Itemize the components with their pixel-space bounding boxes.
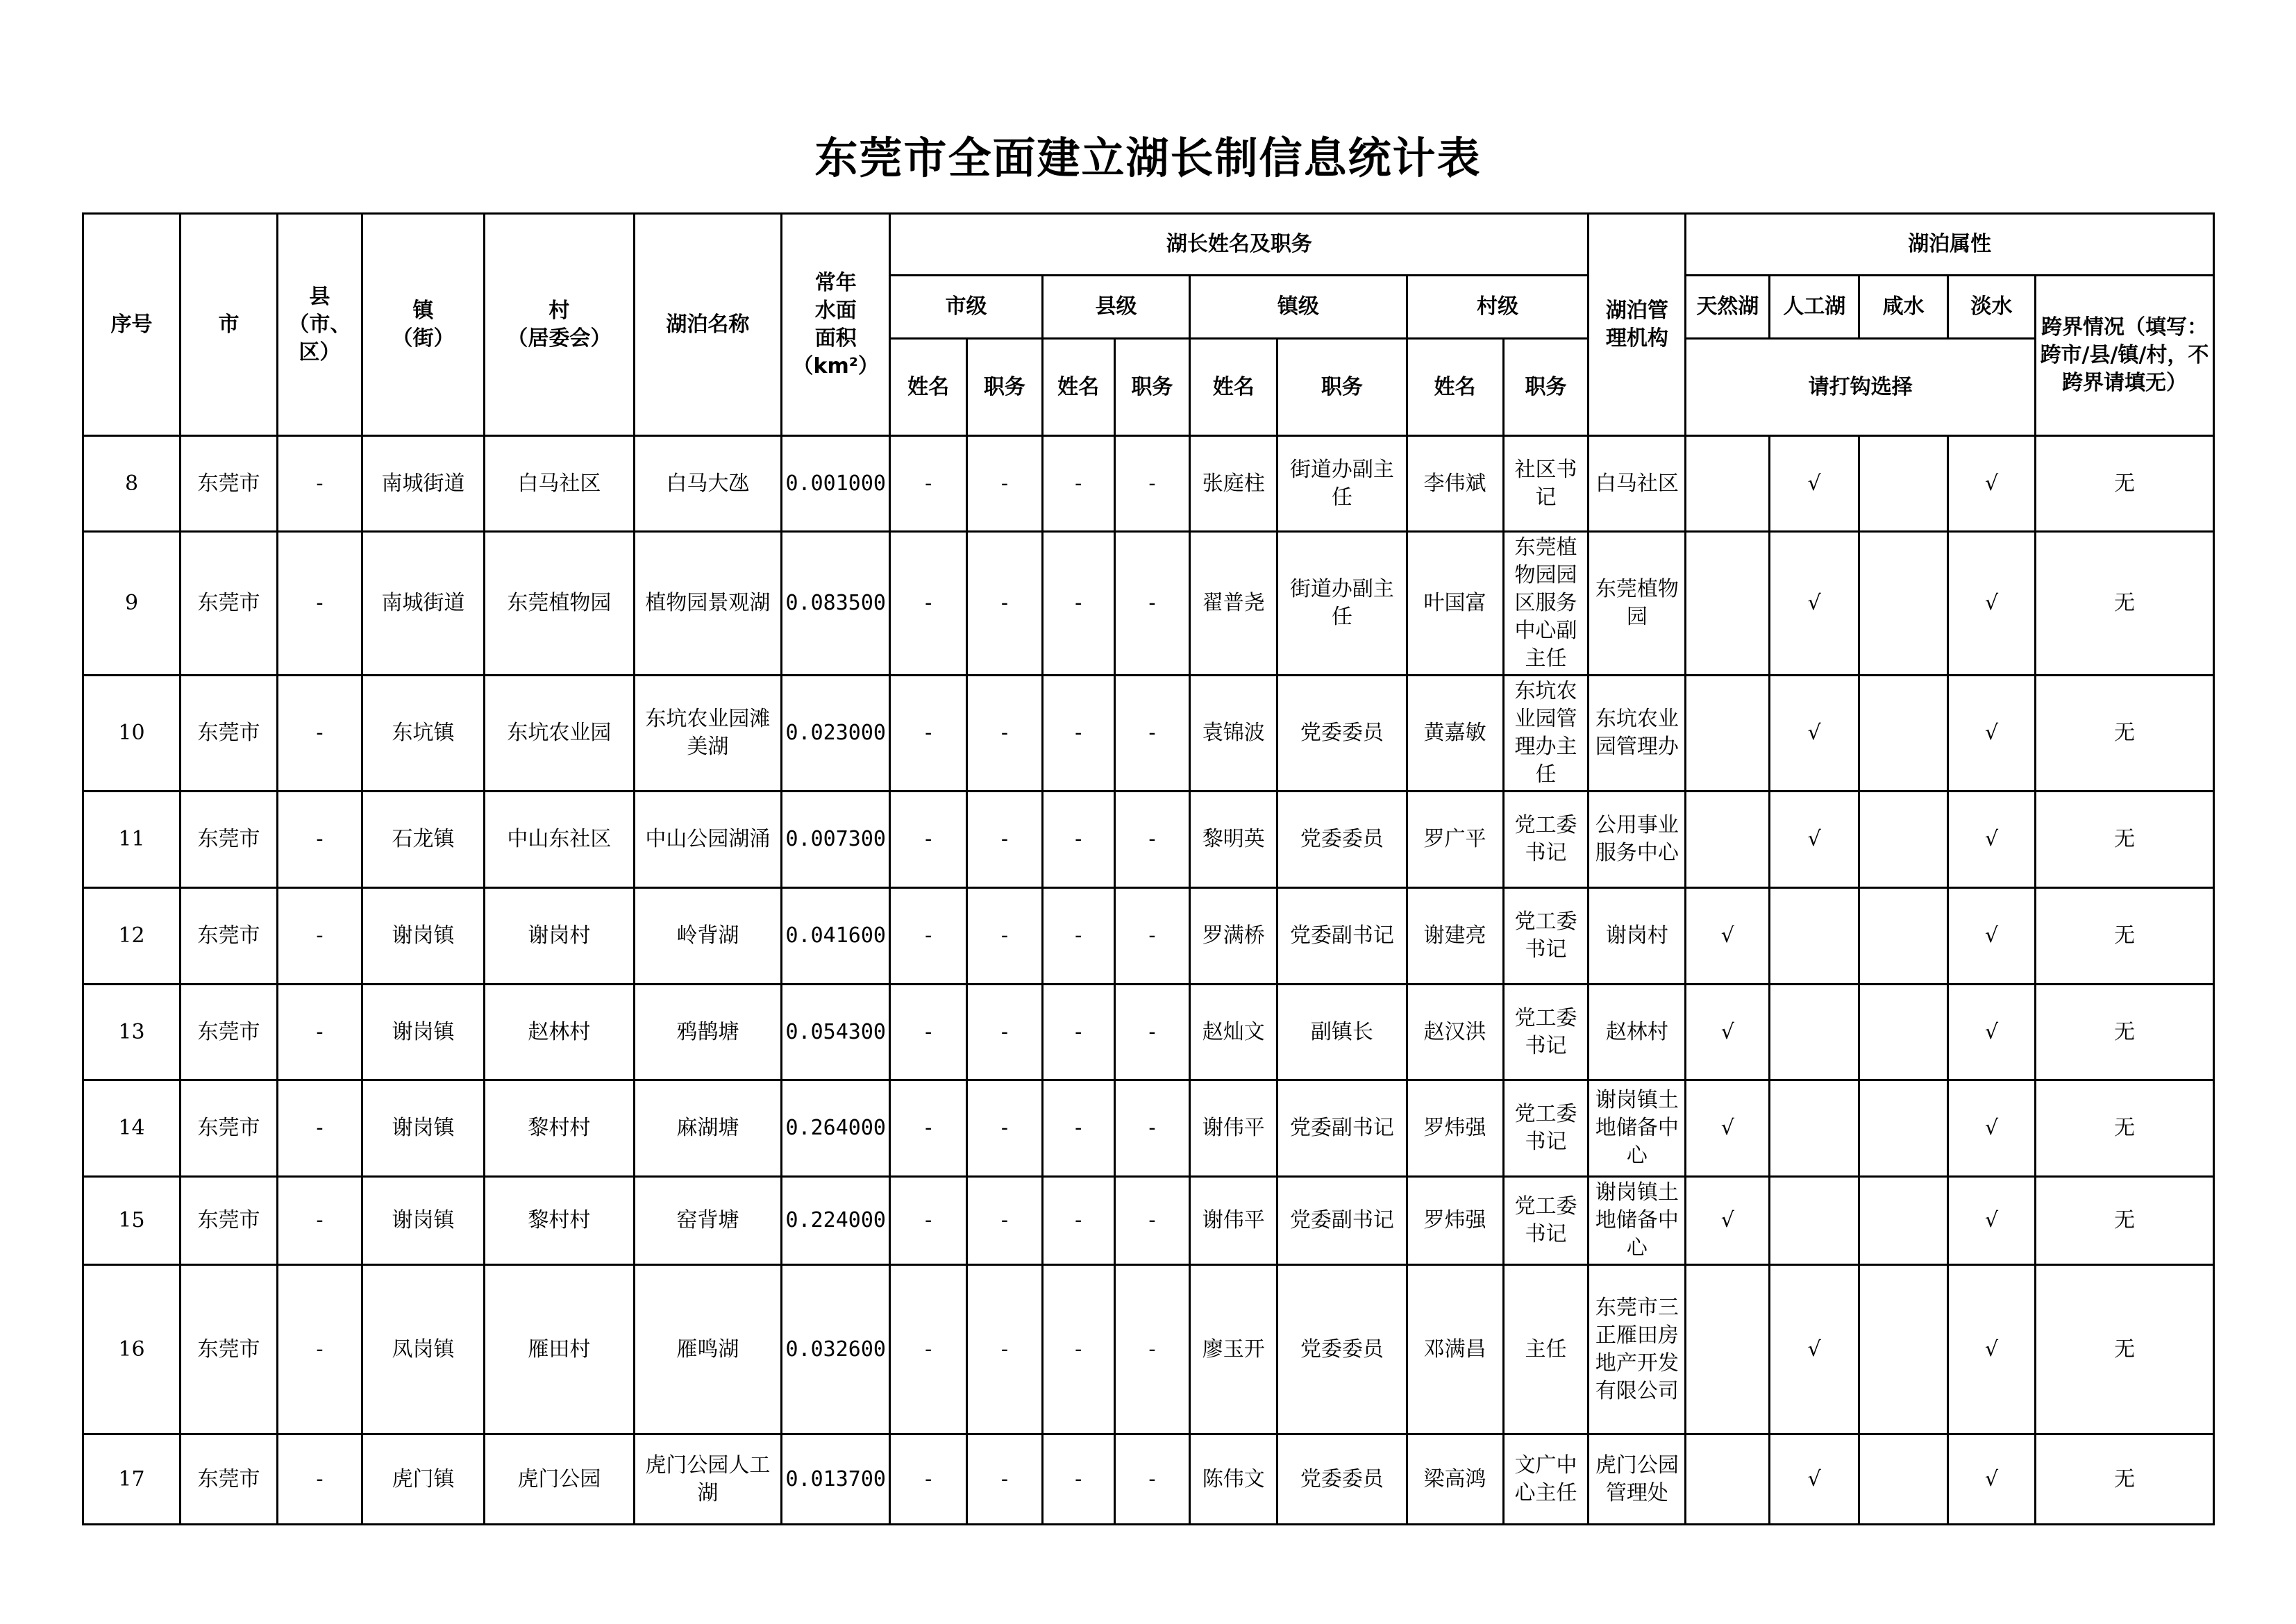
- cell-town: 谢岗镇: [362, 888, 484, 985]
- cell-county-chief-duty: -: [1114, 1265, 1190, 1434]
- cell-county: -: [278, 676, 362, 792]
- cell-town: 虎门镇: [362, 1434, 484, 1525]
- cell-cross: 无: [2035, 985, 2213, 1080]
- cell-artificial-check: √: [1770, 792, 1859, 888]
- cell-natural-check: [1686, 1265, 1770, 1434]
- cell-village-chief-name: 罗炜强: [1407, 1080, 1503, 1177]
- cell-salt-check: [1859, 888, 1948, 985]
- header-village: 村 （居委会）: [485, 214, 635, 436]
- cell-lake-name: 岭背湖: [634, 888, 782, 985]
- cell-village: 东莞植物园: [485, 532, 635, 676]
- cell-village-chief-name: 罗广平: [1407, 792, 1503, 888]
- cell-county: -: [278, 792, 362, 888]
- cell-area: 0.083500: [782, 532, 890, 676]
- cell-city: 东莞市: [181, 532, 278, 676]
- header-village-level: 村级: [1407, 276, 1589, 339]
- cell-village: 谢岗村: [485, 888, 635, 985]
- cell-county: -: [278, 1265, 362, 1434]
- cell-town-chief-duty: 副镇长: [1277, 985, 1407, 1080]
- cell-city: 东莞市: [181, 1177, 278, 1265]
- cell-city-chief-duty: -: [967, 985, 1043, 1080]
- cell-fresh-check: √: [1948, 676, 2036, 792]
- header-tick-hint: 请打钩选择: [1686, 339, 2036, 436]
- cell-village: 黎村村: [485, 1080, 635, 1177]
- cell-town-chief-duty: 党委委员: [1277, 792, 1407, 888]
- cell-artificial-check: √: [1770, 532, 1859, 676]
- cell-city: 东莞市: [181, 792, 278, 888]
- cell-area: 0.013700: [782, 1434, 890, 1525]
- cell-salt-check: [1859, 1080, 1948, 1177]
- cell-fresh-check: √: [1948, 985, 2036, 1080]
- cell-county-chief-duty: -: [1114, 1080, 1190, 1177]
- cell-area: 0.224000: [782, 1177, 890, 1265]
- cell-fresh-check: √: [1948, 792, 2036, 888]
- cell-city-chief-name: -: [890, 532, 967, 676]
- cell-town: 石龙镇: [362, 792, 484, 888]
- cell-natural-check: [1686, 436, 1770, 532]
- cell-town-chief-name: 张庭柱: [1190, 436, 1277, 532]
- cell-town-chief-duty: 党委委员: [1277, 1434, 1407, 1525]
- cell-county-chief-duty: -: [1114, 532, 1190, 676]
- cell-agency: 谢岗村: [1589, 888, 1686, 985]
- header-city-level: 市级: [890, 276, 1043, 339]
- table-row: [83, 436, 2214, 532]
- cell-salt-check: [1859, 1177, 1948, 1265]
- cell-seq: 14: [83, 1080, 181, 1177]
- cell-county: -: [278, 532, 362, 676]
- cell-natural-check: [1686, 1434, 1770, 1525]
- cell-city-chief-duty: -: [967, 1177, 1043, 1265]
- cell-village-chief-duty: 东莞植物园园区服务中心副主任: [1503, 532, 1589, 676]
- cell-natural-check: √: [1686, 1080, 1770, 1177]
- cell-city-chief-duty: -: [967, 888, 1043, 985]
- cell-city-chief-duty: -: [967, 792, 1043, 888]
- header-city-name: 姓名: [890, 339, 967, 436]
- cell-town-chief-name: 黎明英: [1190, 792, 1277, 888]
- cell-city-chief-duty: -: [967, 676, 1043, 792]
- cell-village: 东坑农业园: [485, 676, 635, 792]
- cell-village-chief-name: 李伟斌: [1407, 436, 1503, 532]
- cell-village-chief-name: 罗炜强: [1407, 1177, 1503, 1265]
- cell-natural-check: √: [1686, 888, 1770, 985]
- cell-cross: 无: [2035, 532, 2213, 676]
- cell-seq: 13: [83, 985, 181, 1080]
- cell-fresh-check: √: [1948, 1265, 2036, 1434]
- cell-village: 白马社区: [485, 436, 635, 532]
- cell-village-chief-duty: 党工委书记: [1503, 985, 1589, 1080]
- cell-county: -: [278, 888, 362, 985]
- header-county-name: 姓名: [1042, 339, 1114, 436]
- cell-agency: 白马社区: [1589, 436, 1686, 532]
- cell-town-chief-name: 赵灿文: [1190, 985, 1277, 1080]
- cell-fresh-check: √: [1948, 1080, 2036, 1177]
- cell-fresh-check: √: [1948, 436, 2036, 532]
- cell-artificial-check: [1770, 888, 1859, 985]
- cell-village-chief-duty: 社区书记: [1503, 436, 1589, 532]
- cell-seq: 9: [83, 532, 181, 676]
- header-agency: 湖泊管 理机构: [1589, 214, 1686, 436]
- cell-artificial-check: √: [1770, 676, 1859, 792]
- header-county-duty: 职务: [1114, 339, 1190, 436]
- cell-village: 黎村村: [485, 1177, 635, 1265]
- cell-county: -: [278, 436, 362, 532]
- cell-agency: 东莞植物园: [1589, 532, 1686, 676]
- header-lake-name: 湖泊名称: [634, 214, 782, 436]
- cell-seq: 8: [83, 436, 181, 532]
- cell-city-chief-name: -: [890, 1434, 967, 1525]
- cell-county-chief-name: -: [1042, 792, 1114, 888]
- cell-village: 中山东社区: [485, 792, 635, 888]
- cell-fresh-check: √: [1948, 1434, 2036, 1525]
- cell-county-chief-duty: -: [1114, 888, 1190, 985]
- cell-cross: 无: [2035, 1265, 2213, 1434]
- cell-cross: 无: [2035, 676, 2213, 792]
- cell-cross: 无: [2035, 1080, 2213, 1177]
- cell-town-chief-name: 谢伟平: [1190, 1080, 1277, 1177]
- table-row: [83, 985, 2214, 1080]
- cell-seq: 16: [83, 1265, 181, 1434]
- cell-county-chief-name: -: [1042, 1177, 1114, 1265]
- cell-lake-name: 东坑农业园滩美湖: [634, 676, 782, 792]
- cell-natural-check: [1686, 676, 1770, 792]
- cell-city-chief-name: -: [890, 985, 967, 1080]
- cell-artificial-check: √: [1770, 1265, 1859, 1434]
- header-town-name: 姓名: [1190, 339, 1277, 436]
- cell-village-chief-duty: 东坑农业园管理办主任: [1503, 676, 1589, 792]
- cell-cross: 无: [2035, 888, 2213, 985]
- header-town: 镇 （街）: [362, 214, 484, 436]
- cell-salt-check: [1859, 792, 1948, 888]
- cell-village-chief-duty: 文广中心主任: [1503, 1434, 1589, 1525]
- table-row: [83, 792, 2214, 888]
- cell-town: 南城街道: [362, 436, 484, 532]
- cell-county-chief-duty: -: [1114, 436, 1190, 532]
- cell-salt-check: [1859, 436, 1948, 532]
- cell-lake-name: 窑背塘: [634, 1177, 782, 1265]
- cell-city: 东莞市: [181, 436, 278, 532]
- table-row: [83, 532, 2214, 676]
- cell-city-chief-name: -: [890, 888, 967, 985]
- header-area: 常年 水面 面积 （km²）: [782, 214, 890, 436]
- cell-artificial-check: [1770, 1177, 1859, 1265]
- cell-county: -: [278, 1177, 362, 1265]
- header-county-level: 县级: [1042, 276, 1190, 339]
- cell-city-chief-name: -: [890, 676, 967, 792]
- cell-artificial-check: [1770, 1080, 1859, 1177]
- cell-town-chief-duty: 党委委员: [1277, 1265, 1407, 1434]
- cell-county-chief-name: -: [1042, 436, 1114, 532]
- cell-cross: 无: [2035, 1177, 2213, 1265]
- cell-town-chief-duty: 街道办副主任: [1277, 436, 1407, 532]
- cell-city-chief-name: -: [890, 1080, 967, 1177]
- cell-artificial-check: √: [1770, 1434, 1859, 1525]
- cell-seq: 11: [83, 792, 181, 888]
- header-city-duty: 职务: [967, 339, 1043, 436]
- cell-city-chief-duty: -: [967, 1434, 1043, 1525]
- table-row: [83, 1265, 2214, 1434]
- cell-lake-name: 鸦鹊塘: [634, 985, 782, 1080]
- table-row: [83, 1177, 2214, 1265]
- cell-village-chief-duty: 党工委书记: [1503, 1177, 1589, 1265]
- cell-agency: 虎门公园管理处: [1589, 1434, 1686, 1525]
- cell-agency: 东莞市三正雁田房地产开发有限公司: [1589, 1265, 1686, 1434]
- cell-town-chief-duty: 党委委员: [1277, 676, 1407, 792]
- header-county: 县 （市、 区）: [278, 214, 362, 436]
- cell-city-chief-name: -: [890, 1265, 967, 1434]
- cell-city-chief-name: -: [890, 1177, 967, 1265]
- cell-salt-check: [1859, 985, 1948, 1080]
- cell-county: -: [278, 985, 362, 1080]
- cell-natural-check: √: [1686, 985, 1770, 1080]
- cell-county-chief-duty: -: [1114, 1434, 1190, 1525]
- cell-town-chief-name: 袁锦波: [1190, 676, 1277, 792]
- cell-village-chief-duty: 党工委书记: [1503, 792, 1589, 888]
- cell-town-chief-name: 翟普尧: [1190, 532, 1277, 676]
- cell-county-chief-duty: -: [1114, 792, 1190, 888]
- cell-natural-check: √: [1686, 1177, 1770, 1265]
- cell-county-chief-duty: -: [1114, 985, 1190, 1080]
- cell-lake-name: 白马大氹: [634, 436, 782, 532]
- cell-county-chief-name: -: [1042, 1434, 1114, 1525]
- cell-town-chief-name: 谢伟平: [1190, 1177, 1277, 1265]
- cell-city: 东莞市: [181, 1080, 278, 1177]
- page-title: 东莞市全面建立湖长制信息统计表: [814, 133, 1482, 183]
- cell-city-chief-duty: -: [967, 436, 1043, 532]
- cell-agency: 谢岗镇土地储备中心: [1589, 1080, 1686, 1177]
- cell-town-chief-duty: 党委副书记: [1277, 1177, 1407, 1265]
- cell-city: 东莞市: [181, 1434, 278, 1525]
- header-village-name: 姓名: [1407, 339, 1503, 436]
- header-fresh: 淡水: [1948, 276, 2036, 339]
- cell-salt-check: [1859, 676, 1948, 792]
- header-natural: 天然湖: [1686, 276, 1770, 339]
- cell-lake-name: 植物园景观湖: [634, 532, 782, 676]
- cell-city: 东莞市: [181, 888, 278, 985]
- cell-cross: 无: [2035, 792, 2213, 888]
- cell-county-chief-name: -: [1042, 985, 1114, 1080]
- cell-city: 东莞市: [181, 676, 278, 792]
- cell-county-chief-name: -: [1042, 532, 1114, 676]
- cell-village-chief-name: 谢建亮: [1407, 888, 1503, 985]
- cell-village: 虎门公园: [485, 1434, 635, 1525]
- cell-fresh-check: √: [1948, 532, 2036, 676]
- cell-natural-check: [1686, 792, 1770, 888]
- header-cross: 跨界情况（填写：跨市/县/镇/村，不跨界请填无）: [2035, 276, 2213, 436]
- cell-seq: 10: [83, 676, 181, 792]
- header-artificial: 人工湖: [1770, 276, 1859, 339]
- cell-village-chief-duty: 主任: [1503, 1265, 1589, 1434]
- cell-city: 东莞市: [181, 985, 278, 1080]
- cell-town: 南城街道: [362, 532, 484, 676]
- cell-cross: 无: [2035, 1434, 2213, 1525]
- cell-seq: 12: [83, 888, 181, 985]
- header-chief-group: 湖长姓名及职务: [890, 214, 1589, 276]
- cell-county: -: [278, 1080, 362, 1177]
- cell-area: 0.001000: [782, 436, 890, 532]
- cell-fresh-check: √: [1948, 1177, 2036, 1265]
- cell-county-chief-name: -: [1042, 676, 1114, 792]
- cell-county-chief-name: -: [1042, 888, 1114, 985]
- header-salt: 咸水: [1859, 276, 1948, 339]
- cell-city-chief-duty: -: [967, 532, 1043, 676]
- cell-agency: 谢岗镇土地储备中心: [1589, 1177, 1686, 1265]
- cell-lake-name: 雁鸣湖: [634, 1265, 782, 1434]
- cell-village: 赵林村: [485, 985, 635, 1080]
- header-village-duty: 职务: [1503, 339, 1589, 436]
- cell-town-chief-duty: 党委副书记: [1277, 1080, 1407, 1177]
- table-row: [83, 676, 2214, 792]
- header-town-duty: 职务: [1277, 339, 1407, 436]
- cell-town-chief-name: 陈伟文: [1190, 1434, 1277, 1525]
- cell-agency: 赵林村: [1589, 985, 1686, 1080]
- cell-area: 0.264000: [782, 1080, 890, 1177]
- cell-county-chief-duty: -: [1114, 1177, 1190, 1265]
- cell-area: 0.054300: [782, 985, 890, 1080]
- cell-county: -: [278, 1434, 362, 1525]
- cell-town: 谢岗镇: [362, 1177, 484, 1265]
- cell-lake-name: 麻湖塘: [634, 1080, 782, 1177]
- cell-city-chief-duty: -: [967, 1265, 1043, 1434]
- cell-county-chief-duty: -: [1114, 676, 1190, 792]
- table-row: [83, 1434, 2214, 1525]
- cell-agency: 东坑农业园管理办: [1589, 676, 1686, 792]
- cell-seq: 17: [83, 1434, 181, 1525]
- header-seq: 序号: [83, 214, 181, 436]
- cell-village-chief-name: 邓满昌: [1407, 1265, 1503, 1434]
- cell-salt-check: [1859, 532, 1948, 676]
- cell-village-chief-name: 黄嘉敏: [1407, 676, 1503, 792]
- cell-salt-check: [1859, 1265, 1948, 1434]
- lake-chief-table: [82, 212, 2215, 1525]
- header-city: 市: [181, 214, 278, 436]
- cell-agency: 公用事业服务中心: [1589, 792, 1686, 888]
- cell-town: 凤岗镇: [362, 1265, 484, 1434]
- table-row: [83, 1080, 2214, 1177]
- cell-lake-name: 中山公园湖涌: [634, 792, 782, 888]
- cell-village-chief-name: 叶国富: [1407, 532, 1503, 676]
- table-row: [83, 888, 2214, 985]
- cell-village: 雁田村: [485, 1265, 635, 1434]
- cell-town-chief-name: 廖玉开: [1190, 1265, 1277, 1434]
- cell-county-chief-name: -: [1042, 1080, 1114, 1177]
- cell-city-chief-name: -: [890, 436, 967, 532]
- cell-fresh-check: √: [1948, 888, 2036, 985]
- cell-salt-check: [1859, 1434, 1948, 1525]
- cell-village-chief-duty: 党工委书记: [1503, 888, 1589, 985]
- cell-county-chief-name: -: [1042, 1265, 1114, 1434]
- cell-city-chief-name: -: [890, 792, 967, 888]
- cell-artificial-check: √: [1770, 436, 1859, 532]
- cell-area: 0.007300: [782, 792, 890, 888]
- header-attr-group: 湖泊属性: [1686, 214, 2214, 276]
- cell-area: 0.041600: [782, 888, 890, 985]
- cell-town: 谢岗镇: [362, 985, 484, 1080]
- cell-lake-name: 虎门公园人工湖: [634, 1434, 782, 1525]
- cell-village-chief-name: 梁高鸿: [1407, 1434, 1503, 1525]
- cell-town-chief-duty: 党委副书记: [1277, 888, 1407, 985]
- cell-artificial-check: [1770, 985, 1859, 1080]
- cell-area: 0.032600: [782, 1265, 890, 1434]
- cell-area: 0.023000: [782, 676, 890, 792]
- header-town-level: 镇级: [1190, 276, 1407, 339]
- cell-town-chief-name: 罗满桥: [1190, 888, 1277, 985]
- cell-village-chief-duty: 党工委书记: [1503, 1080, 1589, 1177]
- cell-seq: 15: [83, 1177, 181, 1265]
- cell-town-chief-duty: 街道办副主任: [1277, 532, 1407, 676]
- cell-town: 东坑镇: [362, 676, 484, 792]
- cell-natural-check: [1686, 532, 1770, 676]
- cell-town: 谢岗镇: [362, 1080, 484, 1177]
- cell-cross: 无: [2035, 436, 2213, 532]
- cell-city-chief-duty: -: [967, 1080, 1043, 1177]
- cell-city: 东莞市: [181, 1265, 278, 1434]
- cell-village-chief-name: 赵汉洪: [1407, 985, 1503, 1080]
